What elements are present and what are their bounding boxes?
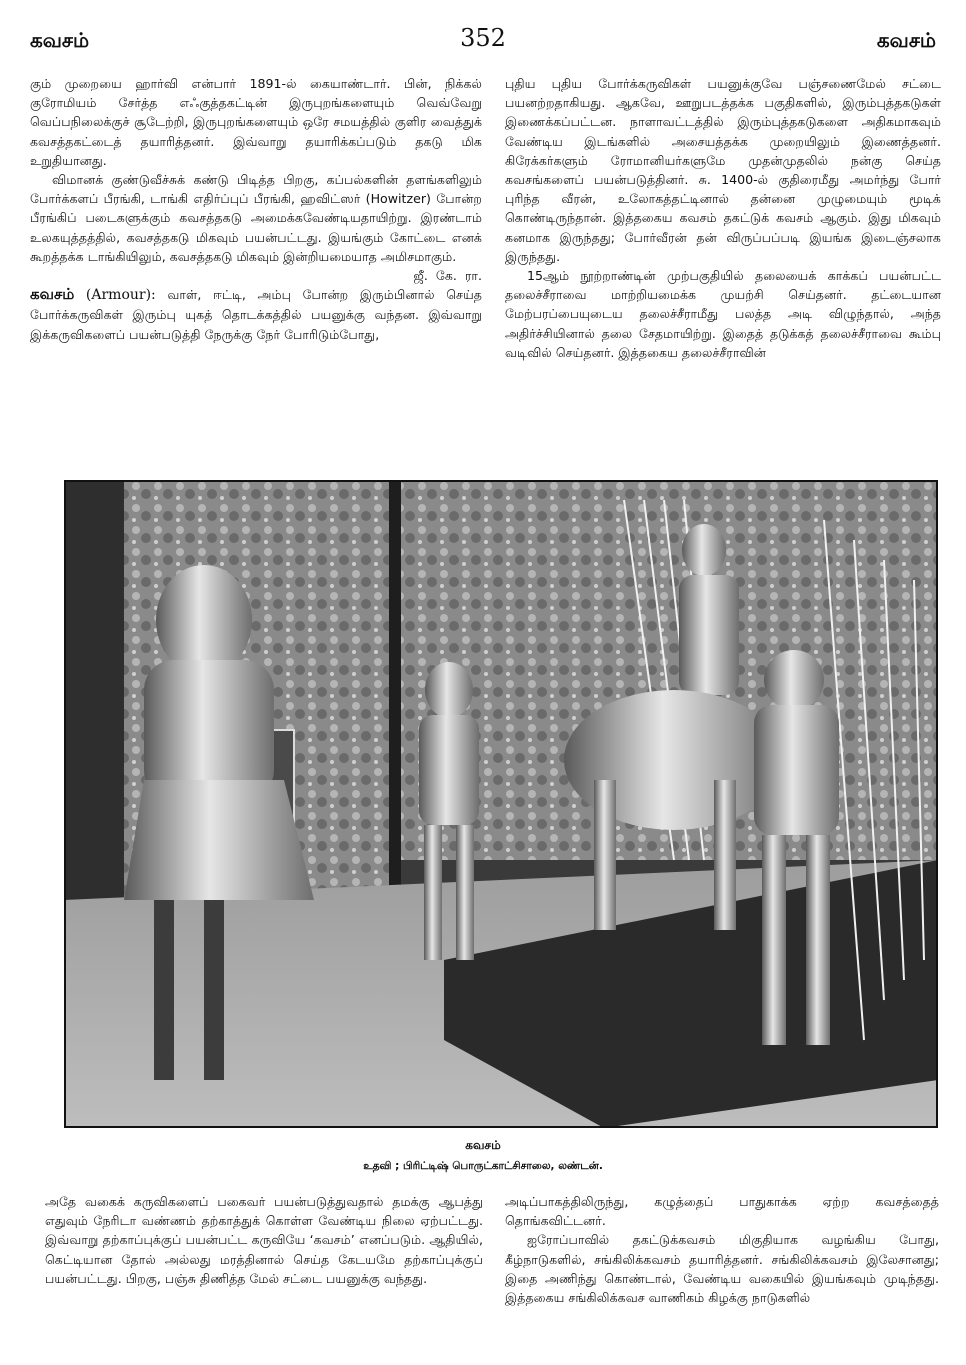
- paragraph: கும் முறையை ஹார்வி என்பார் 1891-ல் கையாண்டார். பின், நிக்கல் குரோமியம் சேர்த்த எஃகுத்தகட்டின் இருபுறங்களையும் வெவ்வேறு வெப்பநிலைக்குச் சூடேற்றி, இருபுறங்களையும் ஒரே சமயத்தில் குளிர வைத்துக் கவசத்தகட்டைத் தயாரித்தனர். இவ்வாறு தயாரிக்கப்படும் தகடு மிக உறுதியானது.: [30, 76, 482, 168]
- signature-initial: ஜீ.: [413, 268, 428, 284]
- column-bottom-right: [505, 1192, 939, 1307]
- column-top-left: [30, 74, 482, 344]
- page-number: 352: [460, 24, 506, 52]
- entry-paragraph: [30, 285, 482, 344]
- paragraph: புதிய புதிய போர்க்கருவிகள் பயனுக்குவே பஞ்சணைமேல் சட்டை பயனற்றதாகியது. ஆகவே, ஊறுபடத்தக்க பகுதிகளில், இரும்புத்தகடுகள் இணைக்கப்பட்டன. நாளாவட்டத்தில் இரும்புத்தகடுகளை அதிகமாகவும் வேண்டிய இடங்களில் அசையத்தக்க முறையிலும் இணைத்தனர். கிரேக்கர்களும் ரோமானியர்களுமே முதன்முதலில் நன்கு செய்த கவசங்களைப் பயன்படுத்தினர். சு. 1400-ல் குதிரைமீது அமர்ந்து போர் புரிந்த வீரன், உலோகத்தட்டினால் தன்னை முழுமையும் மூடிக் கொண்டிருந்தான். இத்தகைய கவசம் தகட்டுக் கவசம் ஆகும். இது மிகவும் கனமாக இருந்தது; போர்வீரன் தன் விருப்பப்படி இயங்க இடைஞ்சலாக இருந்தது.: [505, 76, 941, 264]
- entry-english-term: (Armour):: [85, 287, 156, 304]
- paragraph: அதே வகைக் கருவிகளைப் பகைவர் பயன்படுத்துவதால் தமக்கு ஆபத்து எதுவும் நேரிடா வண்ணம் தற்காத்துக் கொள்ள வேண்டிய நிலை ஏற்பட்டது. இவ்வாறு தற்காப்புக்குப் பயன்பட்ட கருவியே ‘கவசம்’ எனப்படும். ஆதியில், கெட்டியான தோல் அல்லது மரத்தினால் செய்த கேடயமே தற்காப்புக்குப் பயன்பட்டது. பிறகு, பஞ்சு திணித்த மேல் சட்டை பயனுக்கு வந்தது.: [45, 1194, 483, 1286]
- photo-illustration: [64, 480, 938, 1128]
- pillar: [389, 480, 401, 900]
- running-head-right: கவசம்: [876, 28, 936, 52]
- column-bottom-left: [45, 1192, 483, 1288]
- paragraph: 15ஆம் நூற்றாண்டின் முற்பகுதியில் தலையைக் காக்கப் பயன்பட்ட தலைச்சீராவை மாற்றியமைக்க முயற்சி செய்தனர். தட்டையான மேற்பரப்பையுடைய தலைச்சீராமீது பலத்த அடி விழுந்தால், அந்த அதிர்ச்சியினால் தலை சேதமாயிற்று. இதைத் தடுக்கத் தலைச்சீராவை கூம்பு வடிவில் செய்தனர். இத்தகைய தலைச்சீராவின்: [505, 268, 941, 360]
- entry-headword: கவசம்: [30, 285, 75, 304]
- column-top-right: [505, 74, 941, 362]
- signature-initial: கே.: [435, 268, 457, 284]
- paragraph: ஐரோப்பாவில் தகட்டுக்கவசம் மிகுதியாக வழங்கிய போது, கீழ்நாடுகளில், சங்கிலிக்கவசம் தயாரித்தனர். சங்கிலிக்கவசம் இலேசானது; இதை அணிந்து கொண்டால், வேண்டிய வகையில் இயங்கவும் முடிந்தது. இத்தகைய சங்கிலிக்கவச வாணிகம் கிழக்கு நாடுகளில்: [505, 1232, 939, 1306]
- photo-credit: உதவி ; பிரிட்டிஷ் பொருட்காட்சிசாலை, லண்டன்.: [363, 1160, 603, 1172]
- paragraph: வாள், ஈட்டி, அம்பு போன்ற இரும்பினால் செய்த போர்க்கருவிகள் இரும்பு யுகத் தொடக்கத்தில் பயனுக்கு வந்தன. இவ்வாறு இக்கருவிகளைப் பயன்படுத்தி நேருக்கு நேர் போரிடும்போது,: [30, 287, 482, 342]
- signature-initial: ரா.: [464, 268, 482, 284]
- paragraph: அடிப்பாகத்திலிருந்து, கழுத்தைப் பாதுகாக்க ஏற்ற கவசத்தைத் தொங்கவிட்டனர்.: [505, 1194, 939, 1229]
- paragraph: விமானக் குண்டுவீச்சுக் கண்டு பிடித்த பிறகு, கப்பல்களின் தளங்களிலும் போர்க்களப் பீரங்கி, டாங்கி எதிர்ப்புப் பீரங்கி, ஹவிட்ஸர் (Howitzer) போன்ற பீரங்கிப் படைகளுக்கும் கவசத்தகடு அமைக்கவேண்டியதாயிற்று. இரண்டாம் உலகயுத்தத்தில், கவசத்தகடு மிகவும் பயன்பட்டது. இயங்கும் கோட்டை எனக் கூறத்தக்க டாங்கியிலும், கவசத்தகடு மிகவும் இன்றியமையாத அமிசமாகும்.: [30, 172, 482, 264]
- running-head-left: கவசம்: [30, 28, 90, 52]
- author-signature: [30, 266, 482, 285]
- photo-caption: கவசம்: [465, 1138, 501, 1152]
- armour-gallery-photo: [64, 480, 938, 1128]
